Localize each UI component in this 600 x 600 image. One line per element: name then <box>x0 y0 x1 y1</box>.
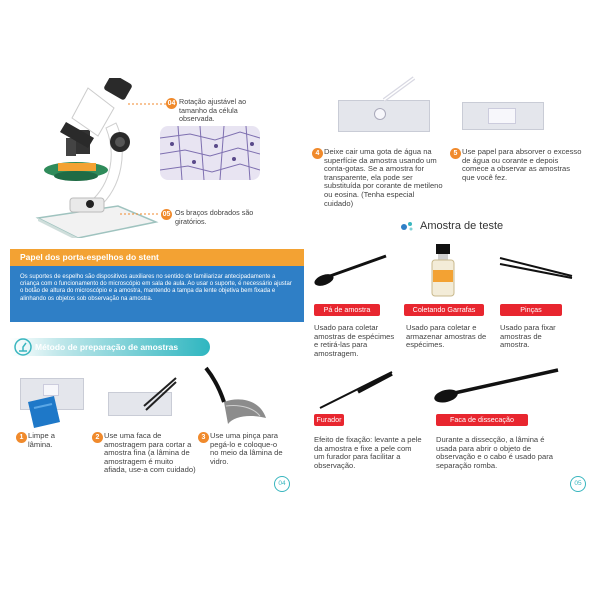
callout-text-05: Os braços dobrados são giratórios. <box>175 208 254 226</box>
scalpel-icon <box>430 366 560 406</box>
step-text-2: Use uma faca de amostragem para cortar a amostra fina (a lâmina de amostragem é muito afiada, use-a com cuidado) <box>104 431 196 475</box>
tool-desc-bottle: Usado para coletar e armazenar amostras de espécimes. <box>406 323 487 350</box>
dropper-icon <box>378 76 418 106</box>
stent-banner <box>10 249 304 266</box>
step-text-4: Deixe cair uma gota de água na superfície da amostra usando um conta-gotas. Se a amostra for transparente, ela pode ser substituída por corante de metileno ou eosina. (Tenha especial cuidado) <box>324 147 443 208</box>
tool-desc-needle: Efeito de fixação: levante a pele da amostra e fixe a pele com um furador para facilitar a observação. <box>314 435 422 470</box>
spatula-icon <box>310 250 390 290</box>
step-number-3: 3 <box>198 432 209 443</box>
stent-banner-title: Papel dos porta-espelhos do stent <box>20 252 159 262</box>
method-title-bar <box>10 338 210 356</box>
tool-label-scalpel: Faca de dissecação <box>436 414 528 426</box>
bubbles-icon <box>400 220 414 232</box>
tool-label-spatula: Pá de amostra <box>314 304 380 316</box>
needle-icon <box>318 370 394 410</box>
tweezers-icon <box>498 254 574 284</box>
tool-desc-tweezers: Usado para fixar amostras de amostra. <box>500 323 556 350</box>
tool-label-bottle: Coletando Garrafas <box>404 304 484 316</box>
stent-info-box <box>10 266 304 322</box>
sample-drop <box>374 108 386 120</box>
bottle-icon <box>428 244 458 298</box>
tool-desc-scalpel: Durante a dissecção, a lâmina é usada para abrir o objeto de observação e o cabo é usado para separação romba. <box>436 435 553 470</box>
cloth-icon <box>24 392 64 432</box>
page-number-right: 05 <box>570 476 586 492</box>
step-text-3: Use uma pinça para pegá-lo e coloque-o no meio da lâmina de vidro. <box>210 431 283 466</box>
step-text-1: Limpe a lâmina. <box>28 431 56 449</box>
absorb-paper <box>488 108 516 124</box>
step-number-4: 4 <box>312 148 323 159</box>
tool-label-tweezers: Pinças <box>500 304 562 316</box>
stent-info-text: Os suportes de espelho são dispositivos auxiliares no sentido de familiarizar antecipadamente a criança com o funcionamento do microscópio em sala de aula. Ao usar o suporte, é necessário ajustar o botão de altura do microscópio e a amostra, mantendo a tampa da lente objetiva bem fixada e alinhando os objetos sob observação na amostra. <box>20 274 292 302</box>
microscope-small-icon <box>14 338 32 356</box>
step-number-1: 1 <box>16 432 27 443</box>
callout-number-05: 05 <box>162 211 171 218</box>
cell-image <box>160 126 260 180</box>
tool-desc-spatula: Usado para coletar amostras de espécimes e retirá-las para amostragem. <box>314 323 395 358</box>
step-number-5: 5 <box>450 148 461 159</box>
brush-icon <box>200 366 270 426</box>
callout-number-04: 04 <box>167 100 176 107</box>
page-number-left: 04 <box>274 476 290 492</box>
callout-text-04: Rotação ajustável ao tamanho da célula observada. <box>179 97 247 124</box>
section-title: Amostra de teste <box>420 220 504 232</box>
step-number-2: 2 <box>92 432 103 443</box>
tweezers-icon <box>138 376 178 416</box>
method-title: Método de preparação de amostras <box>35 342 179 352</box>
step-text-5: Use papel para absorver o excesso de água ou corante e depois comece a observar as amostras que você fez. <box>462 147 582 182</box>
tool-label-needle: Furador <box>314 414 344 426</box>
